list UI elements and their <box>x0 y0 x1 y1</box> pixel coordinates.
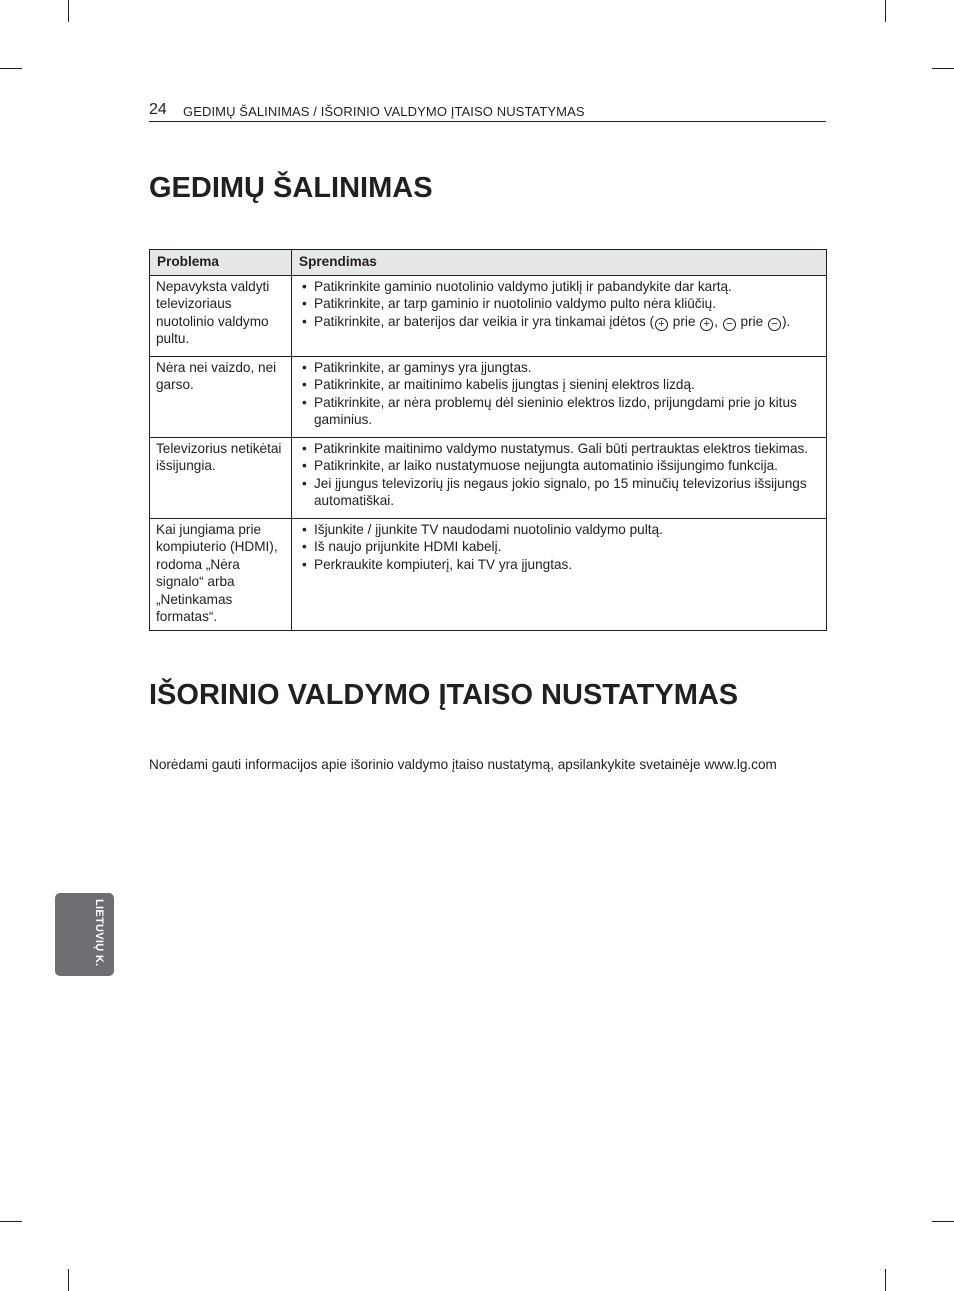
solution-item: • Patikrinkite, ar gaminys yra įjungtas. <box>300 359 818 377</box>
crop-mark <box>932 1221 954 1222</box>
problem-cell: Nėra nei vaizdo, nei garso. <box>150 356 292 437</box>
crop-mark <box>932 68 954 69</box>
solution-item-polarity <box>300 313 818 331</box>
solution-cell <box>292 437 827 518</box>
solution-item: • Patikrinkite, ar laiko nustatymuose neįjungta automatinio išsijungimo funkcija. <box>300 457 818 475</box>
language-tab <box>55 893 114 976</box>
crop-mark <box>0 1221 22 1222</box>
solution-item: • Patikrinkite, ar maitinimo kabelis įjungtas į sieninį elektros lizdą. <box>300 376 818 394</box>
crop-mark <box>68 0 69 22</box>
solution-list <box>300 440 818 510</box>
column-header-problem: Problema <box>150 250 292 276</box>
solution-cell <box>292 356 827 437</box>
solution-list <box>300 521 818 574</box>
external-control-body: Norėdami gauti informacijos apie išorinio valdymo įtaiso nustatymą, apsilankykite svetainėje www.lg.com <box>149 757 777 772</box>
minus-icon: − <box>723 318 736 331</box>
external-control-title: IŠORINIO VALDYMO ĮTAISO NUSTATYMAS <box>149 679 739 711</box>
solution-text: Patikrinkite, ar baterijos dar veikia ir yra tinkamai įdėtos ( <box>314 313 654 329</box>
solution-text: ). <box>782 313 791 329</box>
table-row <box>150 356 827 437</box>
crop-mark <box>68 1269 69 1291</box>
crop-mark <box>0 68 22 69</box>
plus-icon: + <box>700 318 713 331</box>
solution-cell <box>292 518 827 630</box>
solution-item: • Patikrinkite, ar tarp gaminio ir nuotolinio valdymo pulto nėra kliūčių. <box>300 295 818 313</box>
solution-item: • Perkraukite kompiuterį, kai TV yra įjungtas. <box>300 556 818 574</box>
running-title: GEDIMŲ ŠALINIMAS / IŠORINIO VALDYMO ĮTAISO NUSTATYMAS <box>183 104 585 119</box>
solution-item: • Jei įjungus televizorių jis negaus jokio signalo, po 15 minučių televizorius išsijungs automatiškai. <box>300 475 818 510</box>
table-header-row <box>150 250 827 276</box>
troubleshooting-title: GEDIMŲ ŠALINIMAS <box>149 172 433 204</box>
solution-cell <box>292 275 827 356</box>
problem-cell: Kai jungiama prie kompiuterio (HDMI), rodoma „Nėra signalo“ arba „Netinkamas formatas“. <box>150 518 292 630</box>
solution-list <box>300 278 818 331</box>
page-number: 24 <box>149 101 167 118</box>
table-row <box>150 275 827 356</box>
solution-text: prie <box>668 313 700 329</box>
solution-item: • Patikrinkite maitinimo valdymo nustatymus. Gali būti pertrauktas elektros tiekimas. <box>300 440 818 458</box>
troubleshooting-table <box>149 249 827 631</box>
solution-item: • Patikrinkite gaminio nuotolinio valdymo jutiklį ir pabandykite dar kartą. <box>300 278 818 296</box>
problem-cell: Nepavyksta valdyti televizoriaus nuotolinio valdymo pultu. <box>150 275 292 356</box>
crop-mark <box>885 0 886 22</box>
page-header <box>149 101 826 122</box>
solution-item: • Patikrinkite, ar nėra problemų dėl sieninio elektros lizdo, prijungdami prie jo kitus gaminius. <box>300 394 818 429</box>
solution-text: prie <box>736 313 768 329</box>
column-header-solution: Sprendimas <box>292 250 827 276</box>
table-row <box>150 437 827 518</box>
minus-icon: − <box>768 318 781 331</box>
solution-item: • Išjunkite / įjunkite TV naudodami nuotolinio valdymo pultą. <box>300 521 818 539</box>
language-tab-label: LIETUVIŲ K. <box>93 899 105 967</box>
crop-mark <box>885 1269 886 1291</box>
problem-cell: Televizorius netikėtai išsijungia. <box>150 437 292 518</box>
solution-item: • Iš naujo prijunkite HDMI kabelį. <box>300 538 818 556</box>
table-row <box>150 518 827 630</box>
solution-text: , <box>714 313 722 329</box>
plus-icon: + <box>655 318 668 331</box>
solution-list <box>300 359 818 429</box>
